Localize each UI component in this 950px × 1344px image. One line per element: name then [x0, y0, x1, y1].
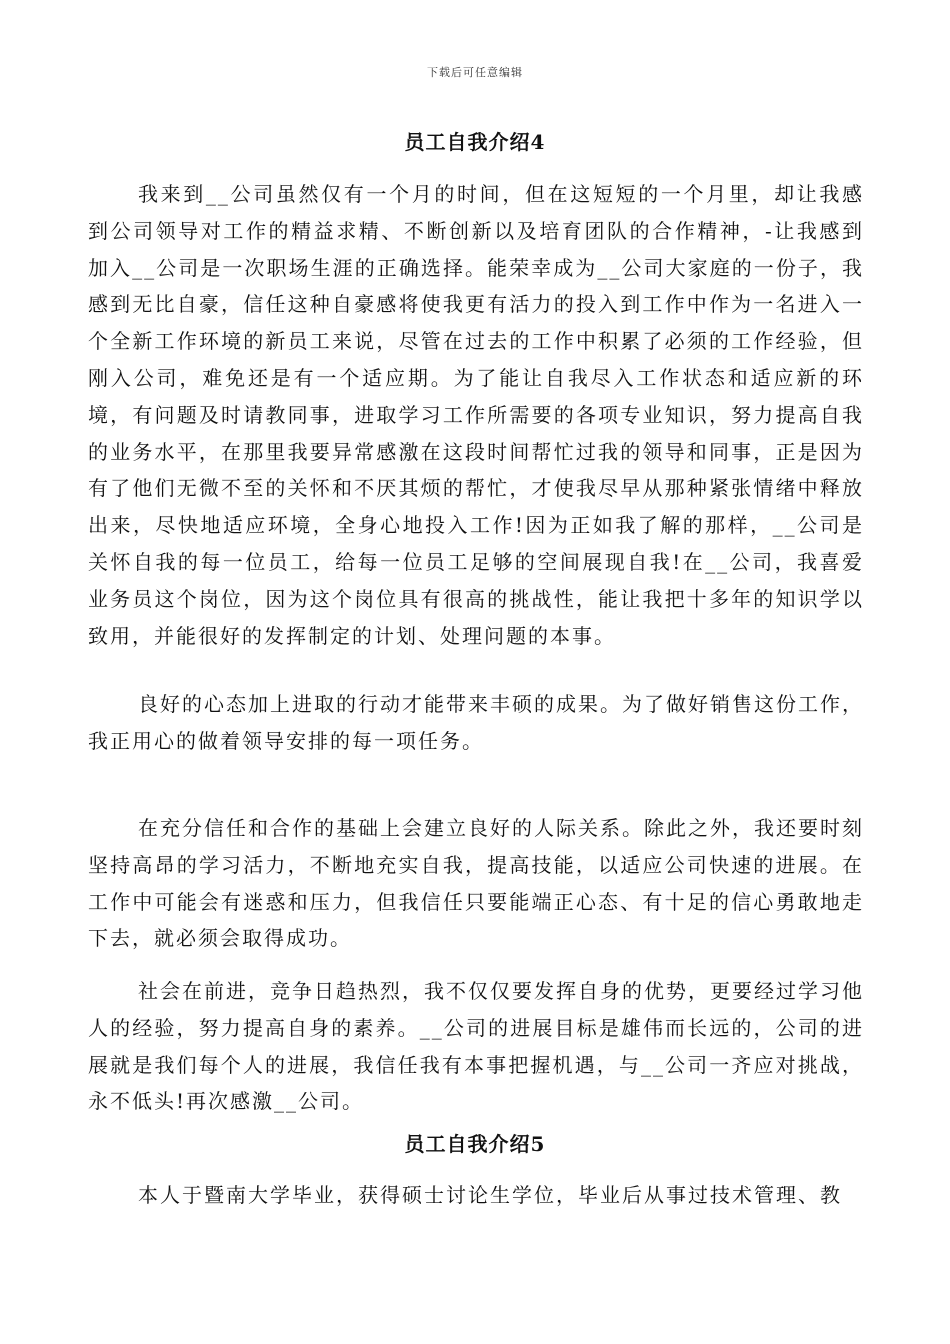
section4-paragraph-2: 良好的心态加上进取的行动才能带来丰硕的成果。为了做好销售这份工作，我正用心的做着领导安排的每一项任务。 [88, 692, 864, 753]
page-header-note: 下载后可任意编辑 [427, 66, 523, 79]
section-title-4: 员工自我介绍4 [404, 130, 546, 154]
section5-paragraph-1: 本人于暨南大学毕业，获得硕士讨论生学位，毕业后从事过技术管理、教 [138, 1183, 842, 1207]
section4-paragraph-4: 社会在前进，竞争日趋热烈，我不仅仅要发挥自身的优势，更要经过学习他人的经验，努力提高自身的素养。__公司的进展目标是雄伟而长远的，公司的进展就是我们每个人的进展，我信任我有本事把握机遇，与__公司一齐应对挑战，永不低头!再次感激__公司。 [88, 979, 864, 1114]
section-title-5: 员工自我介绍5 [404, 1132, 546, 1156]
section4-paragraph-3: 在充分信任和合作的基础上会建立良好的人际关系。除此之外，我还要时刻坚持高昂的学习活力，不断地充实自我，提高技能，以适应公司快速的进展。在工作中可能会有迷惑和压力，但我信任只要能端正心态、有十足的信心勇敢地走下去，就必须会取得成功。 [88, 816, 864, 951]
section4-paragraph-1: 我来到__公司虽然仅有一个月的时间，但在这短短的一个月里，却让我感到公司领导对工作的精益求精、不断创新以及培育团队的合作精神，-让我感到加入__公司是一次职场生涯的正确选择。能荣幸成为__公司大家庭的一份子，我感到无比自豪，信任这种自豪感将使我更有活力的投入到工作中作为一名进入一个全新工作环境的新员工来说，尽管在过去的工作中积累了必须的工作经验，但刚入公司，难免还是有一个适应期。为了能让自我尽入工作状态和适应新的环境，有问题及时请教同事，进取学习工作所需要的各项专业知识，努力提高自我的业务水平，在那里我要异常感激在这段时间帮忙过我的领导和同事，正是因为有了他们无微不至的关怀和不厌其烦的帮忙，才使我尽早从那种紧张情绪中释放出来，尽快地适应环境，全身心地投入工作!因为正如我了解的那样，__公司是关怀自我的每一位员工，给每一位员工足够的空间展现自我!在__公司，我喜爱业务员这个岗位，因为这个岗位具有很高的挑战性，能让我把十多年的知识学以致用，并能很好的发挥制定的计划、处理问题的本事。 [88, 182, 864, 648]
